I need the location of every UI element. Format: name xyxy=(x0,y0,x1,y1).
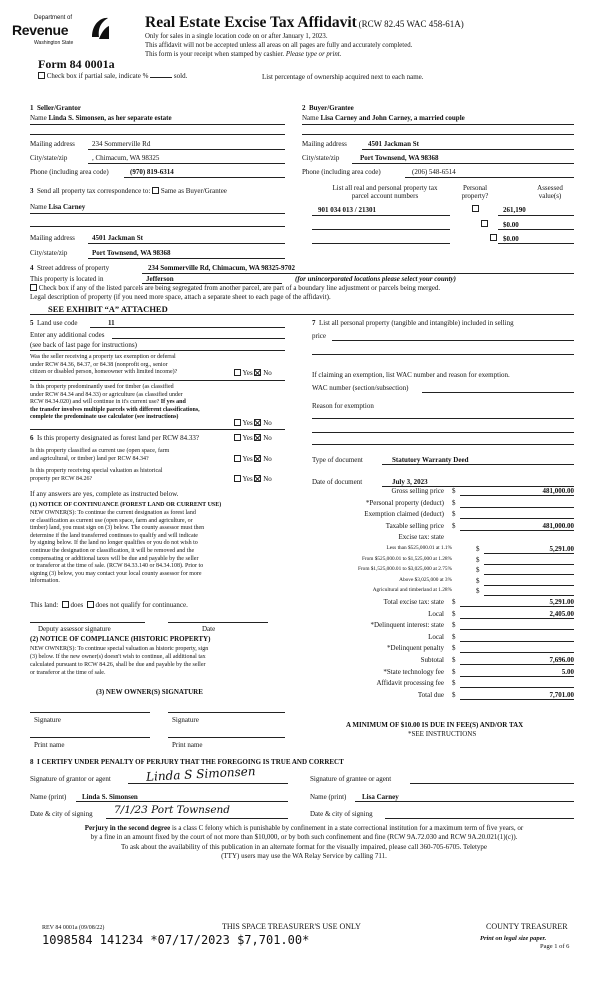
tax-row-label: Above $3,025,000 at 3% xyxy=(399,576,452,583)
land-use-code-value[interactable]: 11 xyxy=(108,319,115,327)
page-number: Page 1 of 6 xyxy=(540,943,570,950)
correspondence-city-label: City/state/zip xyxy=(30,249,68,257)
see-instructions-label: (see back of last page for instructions) xyxy=(30,341,137,349)
exemption-question-line-3: citizen or disabled person, homeowner with limited income)? xyxy=(30,369,178,375)
treasurer-use-label: THIS SPACE TREASURER'S USE ONLY xyxy=(222,922,361,931)
seller-city-label: City/state/zip xyxy=(30,154,68,162)
notice-continuance-title: (1) NOTICE OF CONTINUANCE (FOREST LAND OR CURRENT USE) xyxy=(30,502,222,508)
section-1-number: 1 xyxy=(30,104,34,112)
tax-row-label: Exemption claimed (deduct) xyxy=(364,510,444,519)
correspondence-city-value[interactable]: Port Townsend, WA 98368 xyxy=(92,249,171,257)
grantee-signature-label: Signature of grantee or agent xyxy=(310,775,392,783)
new-owner-print-name-2[interactable]: Print name xyxy=(172,741,203,749)
grantor-date-city-label: Date & city of signing xyxy=(30,810,93,818)
new-owner-signature-label-1[interactable]: Signature xyxy=(34,716,61,724)
tax-row-value[interactable]: 7,696.00 xyxy=(549,656,574,664)
perjury-line-4: (TTY) users may use the WA Relay Service by calling 711. xyxy=(221,852,387,861)
exemption-no-checkbox[interactable] xyxy=(254,369,261,376)
correspondence-name-value[interactable]: Lisa Carney xyxy=(48,203,86,211)
grantee-date-city-label: Date & city of signing xyxy=(310,810,373,818)
parcel-header-3b: value(s) xyxy=(538,192,562,201)
no-label: No xyxy=(263,419,272,427)
revenue-logo xyxy=(12,15,122,57)
notice-compliance-title: (2) NOTICE OF COMPLIANCE (HISTORIC PROPERTY) xyxy=(30,635,211,643)
exemption-yes-checkbox[interactable] xyxy=(234,369,241,376)
seller-name-label: Name xyxy=(30,114,47,122)
form-note-3b: Please type or print. xyxy=(285,50,342,58)
buyer-name-label: Name xyxy=(302,114,319,122)
dollar-sign: $ xyxy=(452,621,456,630)
buyer-mail-label: Mailing address xyxy=(302,140,347,148)
seller-mail-value[interactable]: 234 Sommerville Rd xyxy=(92,140,151,148)
current-use-question-line-2: and agricultural, or timber) land per RCW 84.34? xyxy=(30,456,149,462)
section-8-number: 8 xyxy=(30,758,34,766)
dollar-sign: $ xyxy=(452,632,456,641)
document-date-label: Date of document xyxy=(312,478,363,486)
perjury-notice xyxy=(30,824,578,862)
document-type-label: Type of document xyxy=(312,456,363,464)
same-as-buyer-checkbox[interactable] xyxy=(152,187,159,194)
dollar-sign: $ xyxy=(452,644,456,653)
partial-sale-checkbox[interactable] xyxy=(38,72,45,79)
correspondence-mail-value[interactable]: 4501 Jackman St xyxy=(92,234,143,242)
seller-phone-value[interactable]: (970) 819-6314 xyxy=(130,168,174,176)
tax-row-label: From $525,000.01 to $1,525,000 at 1.28% xyxy=(361,555,452,562)
assessed-value-3[interactable]: $0.00 xyxy=(503,235,519,243)
tax-row-label: *Delinquent interest: state xyxy=(370,621,444,630)
parcel-header-1: List all real and personal property tax xyxy=(332,184,438,192)
current-use-no-checkbox[interactable] xyxy=(254,455,261,462)
tax-row-value[interactable]: 5.00 xyxy=(561,667,574,676)
section-3-number: 3 xyxy=(30,187,34,195)
dollar-sign: $ xyxy=(452,609,456,618)
perjury-bold: Perjury in the second degree xyxy=(84,824,171,832)
land-use-label: Land use code xyxy=(37,319,78,327)
tax-row-value[interactable]: 481,000.00 xyxy=(542,487,574,495)
land-does-not-checkbox[interactable] xyxy=(87,601,94,608)
timber-question-line-5: complete the predominate use calculator (see instructions) xyxy=(30,414,179,420)
timber-question-line-3: RCW 84.34.020) and will continue in it's current use? xyxy=(30,399,160,405)
personal-property-checkbox-2[interactable] xyxy=(481,220,488,227)
tax-row-label: Subtotal xyxy=(420,656,444,664)
section-7-number: 7 xyxy=(312,319,316,327)
buyer-mail-value[interactable]: 4501 Jackman St xyxy=(368,140,419,148)
tax-row-label: Total due xyxy=(417,690,444,699)
perjury-line-1: is a class C felony which is punishable by confinement in a state correctional institution for a maximum term of five years, or xyxy=(171,824,524,832)
form-note-3: This form is your receipt when stamped by cashier. xyxy=(145,50,285,58)
tax-row-label: Gross selling price xyxy=(391,487,444,495)
personal-property-checkbox-3[interactable] xyxy=(490,234,497,241)
location-value[interactable]: Jefferson xyxy=(146,275,174,283)
seller-phone-label: Phone (including area code) xyxy=(30,168,109,176)
no-label: No xyxy=(263,434,272,442)
buyer-phone-label: Phone (including area code) xyxy=(302,168,381,176)
dollar-sign: $ xyxy=(476,587,480,596)
perjury-line-2: by a fine in an amount fixed by the court of not more than $10,000, or by both such confinement and fine (RCW 9A.72.030 and RCW 9A.20.021(1)(c)). xyxy=(90,833,518,842)
certify-title: I CERTIFY UNDER PENALTY OF PERJURY THAT THE FOREGOING IS TRUE AND CORRECT xyxy=(37,758,344,766)
seller-city-value[interactable]: , Chimacum, WA 98325 xyxy=(92,154,160,162)
perjury-line-3: To ask about the availability of this publication in an alternate format for the visually impaired, please call 360-705-6705. Teletype xyxy=(120,842,488,851)
tax-row-value[interactable]: 2,405.00 xyxy=(549,609,574,618)
assessed-value-2[interactable]: $0.00 xyxy=(503,221,519,229)
dollar-sign: $ xyxy=(476,545,480,553)
section-4-number: 4 xyxy=(30,264,34,272)
historic-question-line-1: Is this property receiving special valuation as historical xyxy=(30,468,163,474)
tax-row-label: From $1,525,000.01 to $3,025,000 at 2.75% xyxy=(357,566,452,573)
tax-row-label: Local xyxy=(428,632,444,641)
tax-row-label: Total excise tax: state xyxy=(383,598,444,606)
county-treasurer-label: COUNTY TREASURER xyxy=(486,922,568,931)
land-does-checkbox[interactable] xyxy=(62,601,69,608)
wac-number-label: WAC number (section/subsection) xyxy=(312,384,409,392)
section-5-number: 5 xyxy=(30,319,34,327)
ownership-pct-note: List percentage of ownership acquired next to each name. xyxy=(262,73,424,81)
land-does-not-label: does not qualify for continuance. xyxy=(95,601,188,609)
grantor-signature-handwritten[interactable]: Linda S Simonsen xyxy=(145,764,256,784)
buyer-city-label: City/state/zip xyxy=(302,154,340,162)
timber-question-ifyes: If yes and xyxy=(159,399,186,405)
dollar-sign: $ xyxy=(452,690,456,699)
dollar-sign: $ xyxy=(452,498,456,507)
no-label: No xyxy=(263,475,272,483)
new-owner-signature-title: (3) NEW OWNER(S) SIGNATURE xyxy=(96,688,203,696)
dollar-sign: $ xyxy=(452,656,456,664)
segregated-checkbox[interactable] xyxy=(30,284,37,291)
timber-question-line-4: the transfer involves multiple parcels with different classifications, xyxy=(30,406,200,413)
current-use-yes-checkbox[interactable] xyxy=(234,455,241,462)
dollar-sign: $ xyxy=(452,510,456,519)
same-as-buyer-label: Same as Buyer/Grantee xyxy=(160,187,227,195)
section-2-number: 2 xyxy=(302,104,306,112)
tax-row-label: *Delinquent penalty xyxy=(387,644,444,653)
tax-row-value[interactable]: 7,701.00 xyxy=(549,690,574,699)
tax-row-label: Local xyxy=(428,609,444,618)
section-6-number: 6 xyxy=(30,434,34,442)
current-use-question-line-1: Is this property classified as current use (open space, farm xyxy=(30,448,170,454)
buyer-phone-value[interactable]: (206) 548-6514 xyxy=(412,168,456,176)
yes-label: Yes xyxy=(242,455,253,463)
notice-continuance-body: NEW OWNER(S): To continue the current designation as forest land or classification as current use (open space, farm and agriculture, or timber) land, you must sign on (3) below. The county assessor must then determine if the land transferred continues to qualify and will indicate by signing below. If the land no longer qualifies or you do not wish to continue the designation or classification, it will be removed and the compensating or additional taxes will be due and payable by the seller or transferor at the time of sale. (RCW 84.33.140 or 84.34.108). Prior to signing (3) below, you may contact your local county assessor for more information. xyxy=(30,510,205,585)
section-1-title: Seller/Grantor xyxy=(37,104,81,112)
deputy-date-label: Date xyxy=(202,625,216,633)
dollar-sign: $ xyxy=(452,487,456,495)
if-any-yes-note: If any answers are yes, complete as instructed below. xyxy=(30,490,179,498)
partial-sale-label: Check box if partial sale, indicate % xyxy=(46,72,149,80)
dollar-sign: $ xyxy=(452,521,456,530)
tax-row-label: *State technology fee xyxy=(383,667,444,676)
forest-no-checkbox[interactable] xyxy=(254,434,261,441)
dollar-sign: $ xyxy=(476,566,480,575)
new-owner-print-name-1[interactable]: Print name xyxy=(34,741,65,749)
tax-row-label: *Personal property (deduct) xyxy=(365,498,444,507)
deputy-assessor-signature-label: Deputy assessor signature xyxy=(38,625,111,633)
grantee-name-label: Name (print) xyxy=(310,793,347,801)
location-label: This property is located in xyxy=(30,275,104,283)
personal-property-label: List all personal property (tangible and intangible) included in selling xyxy=(319,319,514,327)
street-address-label: Street address of property xyxy=(37,264,110,272)
document-type-value[interactable]: Statutory Warranty Deed xyxy=(392,456,469,464)
section-2-title: Buyer/Grantee xyxy=(309,104,354,112)
form-number: Form 84 0001a xyxy=(38,57,115,71)
seller-mail-label: Mailing address xyxy=(30,140,75,148)
seller-name-value[interactable]: Linda S. Simonsen, as her separate estate xyxy=(48,114,172,122)
tax-row-label: Affidavit processing fee xyxy=(376,679,444,688)
this-land-label: This land: xyxy=(30,601,59,609)
tax-row-label: Less than $525,000.01 at 1.1% xyxy=(386,545,452,551)
minimum-fee-note: A MINIMUM OF $10.00 IS DUE IN FEE(S) AND/OR TAX xyxy=(346,721,524,729)
parcel-number-1[interactable]: 901 034 013 / 21301 xyxy=(318,206,376,214)
form-title: Real Estate Excise Tax Affidavit xyxy=(145,14,357,31)
dollar-sign: $ xyxy=(452,598,456,606)
no-label: No xyxy=(263,369,272,377)
exemption-question-line-1: Was the seller receiving a property tax exemption or deferral xyxy=(30,354,176,360)
yes-label: Yes xyxy=(242,419,253,427)
parcel-header-1b: parcel account numbers xyxy=(351,192,419,201)
historic-no-checkbox[interactable] xyxy=(254,475,261,482)
grantor-signature-label: Signature of grantor or agent xyxy=(30,775,111,783)
street-address-value[interactable]: 234 Sommerville Rd, Chimacum, WA 98325-9702 xyxy=(148,264,296,272)
see-instructions-note: *SEE INSTRUCTIONS xyxy=(408,730,477,738)
forest-yes-checkbox[interactable] xyxy=(234,434,241,441)
new-owner-signature-label-2[interactable]: Signature xyxy=(172,716,199,724)
partial-sold-label: sold. xyxy=(173,72,188,80)
tax-row-label: Taxable selling price xyxy=(385,521,444,530)
section-3-text: Send all property tax correspondence to: xyxy=(37,187,151,195)
logo-mark-icon xyxy=(88,15,110,41)
form-note-2: This affidavit will not be accepted unless all areas on all pages are fully and accurately completed. xyxy=(145,41,413,49)
tax-row-value[interactable]: 481,000.00 xyxy=(542,521,574,530)
partial-pct-field[interactable] xyxy=(150,77,172,78)
yes-label: Yes xyxy=(242,475,253,483)
tax-row-label: Agricultural and timberland at 1.28% xyxy=(372,587,452,594)
legal-paper-note: Print on legal size paper. xyxy=(480,935,547,942)
logo-dept: Department of xyxy=(34,15,73,21)
dollar-sign: $ xyxy=(476,576,480,585)
assessed-value-1[interactable]: 261,190 xyxy=(503,206,526,214)
dollar-sign: $ xyxy=(452,667,456,676)
correspondence-mail-label: Mailing address xyxy=(30,234,75,242)
logo-name: Revenue xyxy=(12,22,69,38)
yes-label: Yes xyxy=(242,434,253,442)
reason-exemption-label: Reason for exemption xyxy=(312,402,374,410)
personal-property-label-2: price xyxy=(312,332,326,340)
parcel-header-2: Personal xyxy=(462,184,488,192)
dollar-sign: $ xyxy=(452,679,456,688)
form-citation: (RCW 82.45 WAC 458-61A) xyxy=(358,19,464,29)
buyer-city-value[interactable]: Port Townsend, WA 98368 xyxy=(360,154,439,162)
document-date-value[interactable]: July 3, 2023 xyxy=(392,478,428,486)
buyer-name-value[interactable]: Lisa Carney and John Carney, a married couple xyxy=(320,114,465,122)
yes-label: Yes xyxy=(242,369,253,377)
personal-property-checkbox-1[interactable] xyxy=(472,205,479,212)
parcel-header-3: Assessed xyxy=(537,184,563,192)
legal-description-label: Legal description of property (if you need more space, attach a separate sheet to each page of the affidavit). xyxy=(30,293,331,301)
historic-question-line-2: property per RCW 84.26? xyxy=(30,476,93,482)
notice-compliance-body: NEW OWNER(S): To continue special valuation as historic property, sign (3) below. If the new owner(s) doesn't wish to continue, all additional tax calculated pursuant to RCW 84.26, shall be due and payable by the seller or transferor at the time of sale. xyxy=(30,646,209,676)
additional-codes-label: Enter any additional codes xyxy=(30,331,105,339)
parcel-header-2b: property? xyxy=(461,192,489,201)
segregated-label: Check box if any of the listed parcels are being segregated from another parcel, are part of a boundary line adjustment or parcels being merged. xyxy=(38,284,441,292)
tax-row-value[interactable]: 5,291.00 xyxy=(549,598,574,606)
treasurer-receipt-stamp: 1098584 141234 *07/17/2023 $7,701.00* xyxy=(42,933,310,947)
historic-yes-checkbox[interactable] xyxy=(234,475,241,482)
land-does-label: does xyxy=(70,601,84,609)
tax-row-label: Excise tax: state xyxy=(398,533,444,542)
timber-yes-checkbox[interactable] xyxy=(234,419,241,426)
no-label: No xyxy=(263,455,272,463)
forest-question: Is this property designated as forest land per RCW 84.33? xyxy=(37,434,200,442)
grantee-name-value[interactable]: Lisa Carney xyxy=(362,793,399,801)
form-revision: REV 84 0001a (09/08/22) xyxy=(42,925,105,931)
grantor-name-label: Name (print) xyxy=(30,793,67,801)
timber-question-line-1: Is this property predominantly used for timber (as classified xyxy=(30,384,174,390)
timber-no-checkbox[interactable] xyxy=(254,419,261,426)
exemption-claim-label: If claiming an exemption, list WAC number and reason for exemption. xyxy=(312,371,510,379)
form-note-1: Only for sales in a single location code on or after January 1, 2023. xyxy=(145,33,328,40)
timber-question-line-2: under RCW 84.34 and 84.33) or agriculture (as classified under xyxy=(30,391,183,398)
correspondence-name-label: Name xyxy=(30,203,47,211)
grantor-date-city-handwritten[interactable]: 7/1/23 Port Townsend xyxy=(114,804,231,816)
dollar-sign: $ xyxy=(476,555,480,564)
exemption-question-line-2: under RCW 84.36, 84.37, or 84.38 (nonprofit org., senior xyxy=(30,361,168,368)
tax-row-value[interactable]: 5,291.00 xyxy=(549,545,574,553)
location-note: (for unincorporated locations please select your county) xyxy=(295,275,456,283)
grantor-name-value[interactable]: Linda S. Simonsen xyxy=(82,793,138,801)
legal-description-value[interactable]: SEE EXHIBIT “A” ATTACHED xyxy=(48,304,168,314)
logo-state: Washington State xyxy=(34,40,74,46)
